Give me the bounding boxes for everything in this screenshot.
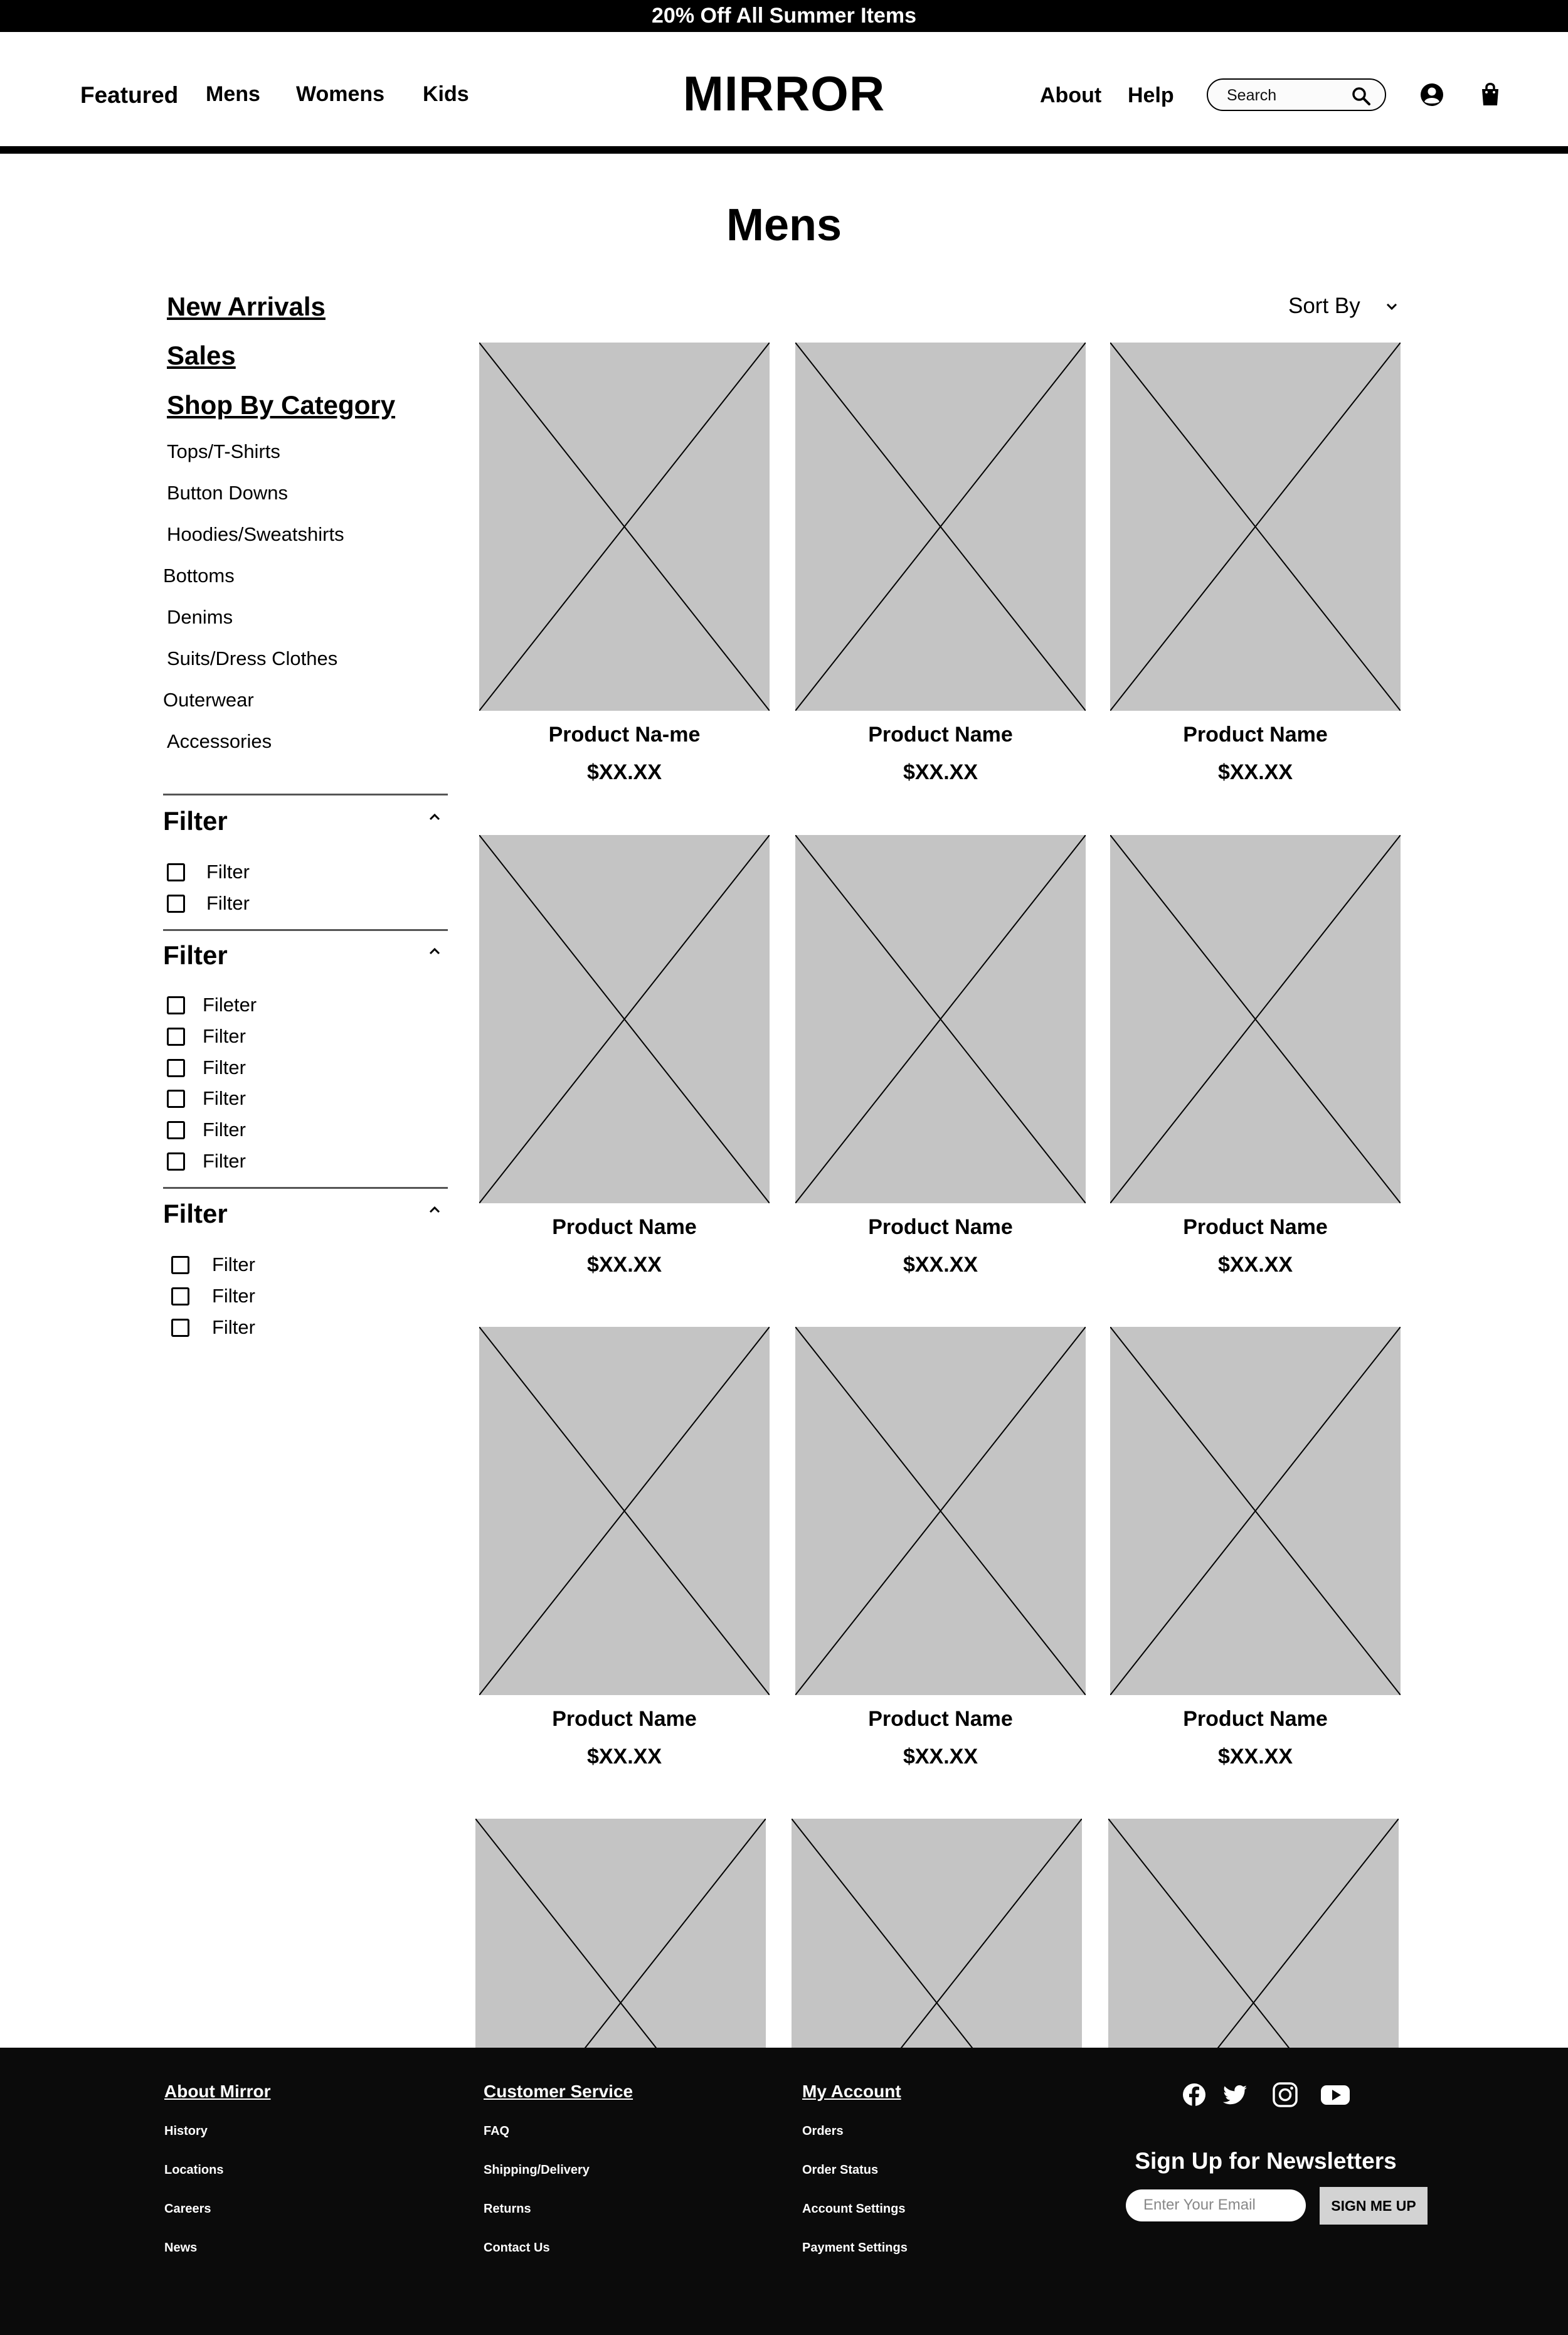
- shopping-bag-icon[interactable]: [1476, 80, 1504, 108]
- footer-link-history[interactable]: History: [164, 2124, 208, 2138]
- sidebar-shop-by-category[interactable]: Shop By Category: [167, 390, 396, 420]
- header-divider: [0, 146, 1568, 154]
- footer-customer-service-title[interactable]: Customer Service: [484, 2082, 633, 2101]
- filter-option[interactable]: [171, 1316, 255, 1339]
- product-image-placeholder[interactable]: [1110, 1327, 1401, 1695]
- filter-option-label: Filter: [203, 1025, 246, 1047]
- search-box[interactable]: [1207, 78, 1386, 111]
- product-price: $XX.XX: [586, 1745, 662, 1769]
- category-accessories[interactable]: Accessories: [167, 730, 272, 752]
- user-circle-icon[interactable]: [1418, 81, 1446, 109]
- product-name[interactable]: Product Name: [1183, 1215, 1328, 1239]
- filter-checkbox[interactable]: [171, 1319, 189, 1337]
- filter-checkbox[interactable]: [167, 863, 185, 881]
- facebook-icon[interactable]: [1180, 2081, 1208, 2109]
- product-image-placeholder[interactable]: [479, 1327, 770, 1695]
- product-name[interactable]: Product Name: [868, 1707, 1013, 1731]
- category-outerwear[interactable]: Outerwear: [163, 689, 254, 711]
- twitter-icon[interactable]: [1221, 2081, 1249, 2109]
- filter-option[interactable]: [167, 1025, 246, 1048]
- filter-option[interactable]: [167, 892, 250, 915]
- chevron-up-icon[interactable]: [426, 811, 443, 822]
- category-button-downs[interactable]: Button Downs: [167, 482, 288, 504]
- youtube-icon[interactable]: [1320, 2081, 1351, 2109]
- site-footer: [0, 2048, 1568, 2335]
- filter-option[interactable]: [167, 1087, 246, 1110]
- footer-link-faq[interactable]: FAQ: [484, 2124, 510, 2138]
- filter-checkbox[interactable]: [171, 1256, 189, 1274]
- nav-help[interactable]: Help: [1128, 83, 1174, 107]
- filter-option-label: Filter: [203, 1087, 246, 1109]
- filter-option-label: Filter: [203, 1119, 246, 1141]
- search-input[interactable]: [1227, 85, 1346, 106]
- product-name[interactable]: Product Name: [868, 723, 1013, 747]
- filter-checkbox[interactable]: [167, 1121, 185, 1139]
- footer-my-account-title[interactable]: My Account: [802, 2082, 901, 2101]
- product-name[interactable]: Product Na-me: [548, 723, 701, 747]
- category-denims[interactable]: Denims: [167, 606, 233, 628]
- product-price: $XX.XX: [586, 1253, 662, 1277]
- product-price: $XX.XX: [586, 760, 662, 784]
- footer-link-account-settings[interactable]: Account Settings: [802, 2202, 906, 2216]
- filter-option[interactable]: [167, 994, 257, 1016]
- footer-link-returns[interactable]: Returns: [484, 2202, 531, 2216]
- footer-link-careers[interactable]: Careers: [164, 2202, 211, 2216]
- instagram-icon[interactable]: [1271, 2081, 1299, 2109]
- promo-banner: 20% Off All Summer Items: [0, 0, 1568, 32]
- page-title: Mens: [726, 200, 842, 250]
- search-icon[interactable]: [1351, 86, 1371, 106]
- footer-link-news[interactable]: News: [164, 2241, 198, 2255]
- product-name[interactable]: Product Name: [552, 1707, 697, 1731]
- product-name[interactable]: Product Name: [552, 1215, 697, 1239]
- product-price: $XX.XX: [1217, 1745, 1293, 1769]
- footer-link-locations[interactable]: Locations: [164, 2163, 224, 2177]
- filter-checkbox[interactable]: [171, 1287, 189, 1306]
- product-image-placeholder[interactable]: [795, 835, 1086, 1203]
- filter-option-label: Filter: [206, 861, 250, 883]
- product-name[interactable]: Product Name: [868, 1215, 1013, 1239]
- footer-about-title[interactable]: About Mirror: [164, 2082, 271, 2101]
- newsletter-signup-button[interactable]: SIGN ME UP: [1320, 2187, 1428, 2225]
- newsletter-email-input[interactable]: [1143, 2196, 1294, 2215]
- filter-option-label: Fileter: [203, 994, 257, 1016]
- footer-link-payment-settings[interactable]: Payment Settings: [802, 2241, 908, 2255]
- site-logo[interactable]: MIRROR: [682, 66, 886, 121]
- product-image-placeholder[interactable]: [795, 343, 1086, 711]
- filter-option[interactable]: [167, 1056, 246, 1079]
- filter-checkbox[interactable]: [167, 895, 185, 913]
- filter-option-label: Filter: [203, 1150, 246, 1172]
- product-price: $XX.XX: [903, 760, 978, 784]
- product-image-placeholder[interactable]: [1110, 343, 1401, 711]
- product-image-placeholder[interactable]: [479, 343, 770, 711]
- chevron-down-icon: [1384, 301, 1399, 311]
- filter-group-title[interactable]: Filter: [163, 806, 228, 836]
- nav-about[interactable]: About: [1040, 83, 1102, 107]
- sort-dropdown[interactable]: [1288, 292, 1399, 320]
- filter-divider: [163, 794, 448, 795]
- chevron-up-icon[interactable]: [426, 945, 443, 957]
- filter-option-label: Filter: [206, 892, 250, 914]
- product-image-placeholder[interactable]: [479, 835, 770, 1203]
- filter-option[interactable]: [171, 1285, 255, 1307]
- filter-checkbox[interactable]: [167, 1152, 185, 1171]
- filter-option[interactable]: [167, 861, 250, 883]
- sidebar-new-arrivals[interactable]: New Arrivals: [167, 292, 326, 321]
- category-hoodies-sweatshirts[interactable]: Hoodies/Sweatshirts: [167, 523, 344, 545]
- footer-link-orders[interactable]: Orders: [802, 2124, 844, 2138]
- filter-checkbox[interactable]: [167, 1090, 185, 1108]
- nav-mens[interactable]: Mens: [206, 82, 260, 106]
- filter-option[interactable]: [167, 1150, 246, 1173]
- filter-divider: [163, 1187, 448, 1189]
- filter-option[interactable]: [171, 1253, 255, 1276]
- filter-option-label: Filter: [212, 1285, 255, 1307]
- product-price: $XX.XX: [903, 1253, 978, 1277]
- nav-womens[interactable]: Womens: [296, 82, 385, 106]
- sidebar-sales[interactable]: Sales: [167, 341, 236, 370]
- footer-link-order-status[interactable]: Order Status: [802, 2163, 879, 2177]
- product-price: $XX.XX: [1217, 760, 1293, 784]
- product-image-placeholder[interactable]: [795, 1327, 1086, 1695]
- product-price: $XX.XX: [903, 1745, 978, 1769]
- footer-link-shipping[interactable]: Shipping/Delivery: [484, 2163, 590, 2177]
- filter-checkbox[interactable]: [167, 1059, 185, 1077]
- product-name[interactable]: Product Name: [1183, 1707, 1328, 1731]
- product-image-placeholder[interactable]: [1110, 835, 1401, 1203]
- newsletter-email-field[interactable]: [1126, 2189, 1306, 2221]
- category-tops-tshirts[interactable]: Tops/T-Shirts: [167, 440, 280, 462]
- product-name[interactable]: Product Name: [1183, 723, 1328, 747]
- filter-divider: [163, 929, 448, 931]
- filter-group-title[interactable]: Filter: [163, 940, 228, 970]
- filter-option-label: Filter: [212, 1316, 255, 1338]
- category-suits-dress-clothes[interactable]: Suits/Dress Clothes: [167, 647, 338, 669]
- filter-option-label: Filter: [203, 1056, 246, 1078]
- newsletter-title: Sign Up for Newsletters: [1135, 2148, 1397, 2174]
- chevron-up-icon[interactable]: [426, 1204, 443, 1215]
- filter-option[interactable]: [167, 1119, 246, 1141]
- category-bottoms[interactable]: Bottoms: [163, 565, 235, 587]
- product-price: $XX.XX: [1217, 1253, 1293, 1277]
- footer-link-contact[interactable]: Contact Us: [484, 2241, 550, 2255]
- filter-group-title[interactable]: Filter: [163, 1199, 228, 1228]
- filter-checkbox[interactable]: [167, 1028, 185, 1046]
- nav-featured[interactable]: Featured: [80, 82, 179, 108]
- filter-option-label: Filter: [212, 1253, 255, 1275]
- nav-kids[interactable]: Kids: [423, 82, 469, 106]
- sort-label: Sort By: [1288, 294, 1360, 318]
- filter-checkbox[interactable]: [167, 996, 185, 1014]
